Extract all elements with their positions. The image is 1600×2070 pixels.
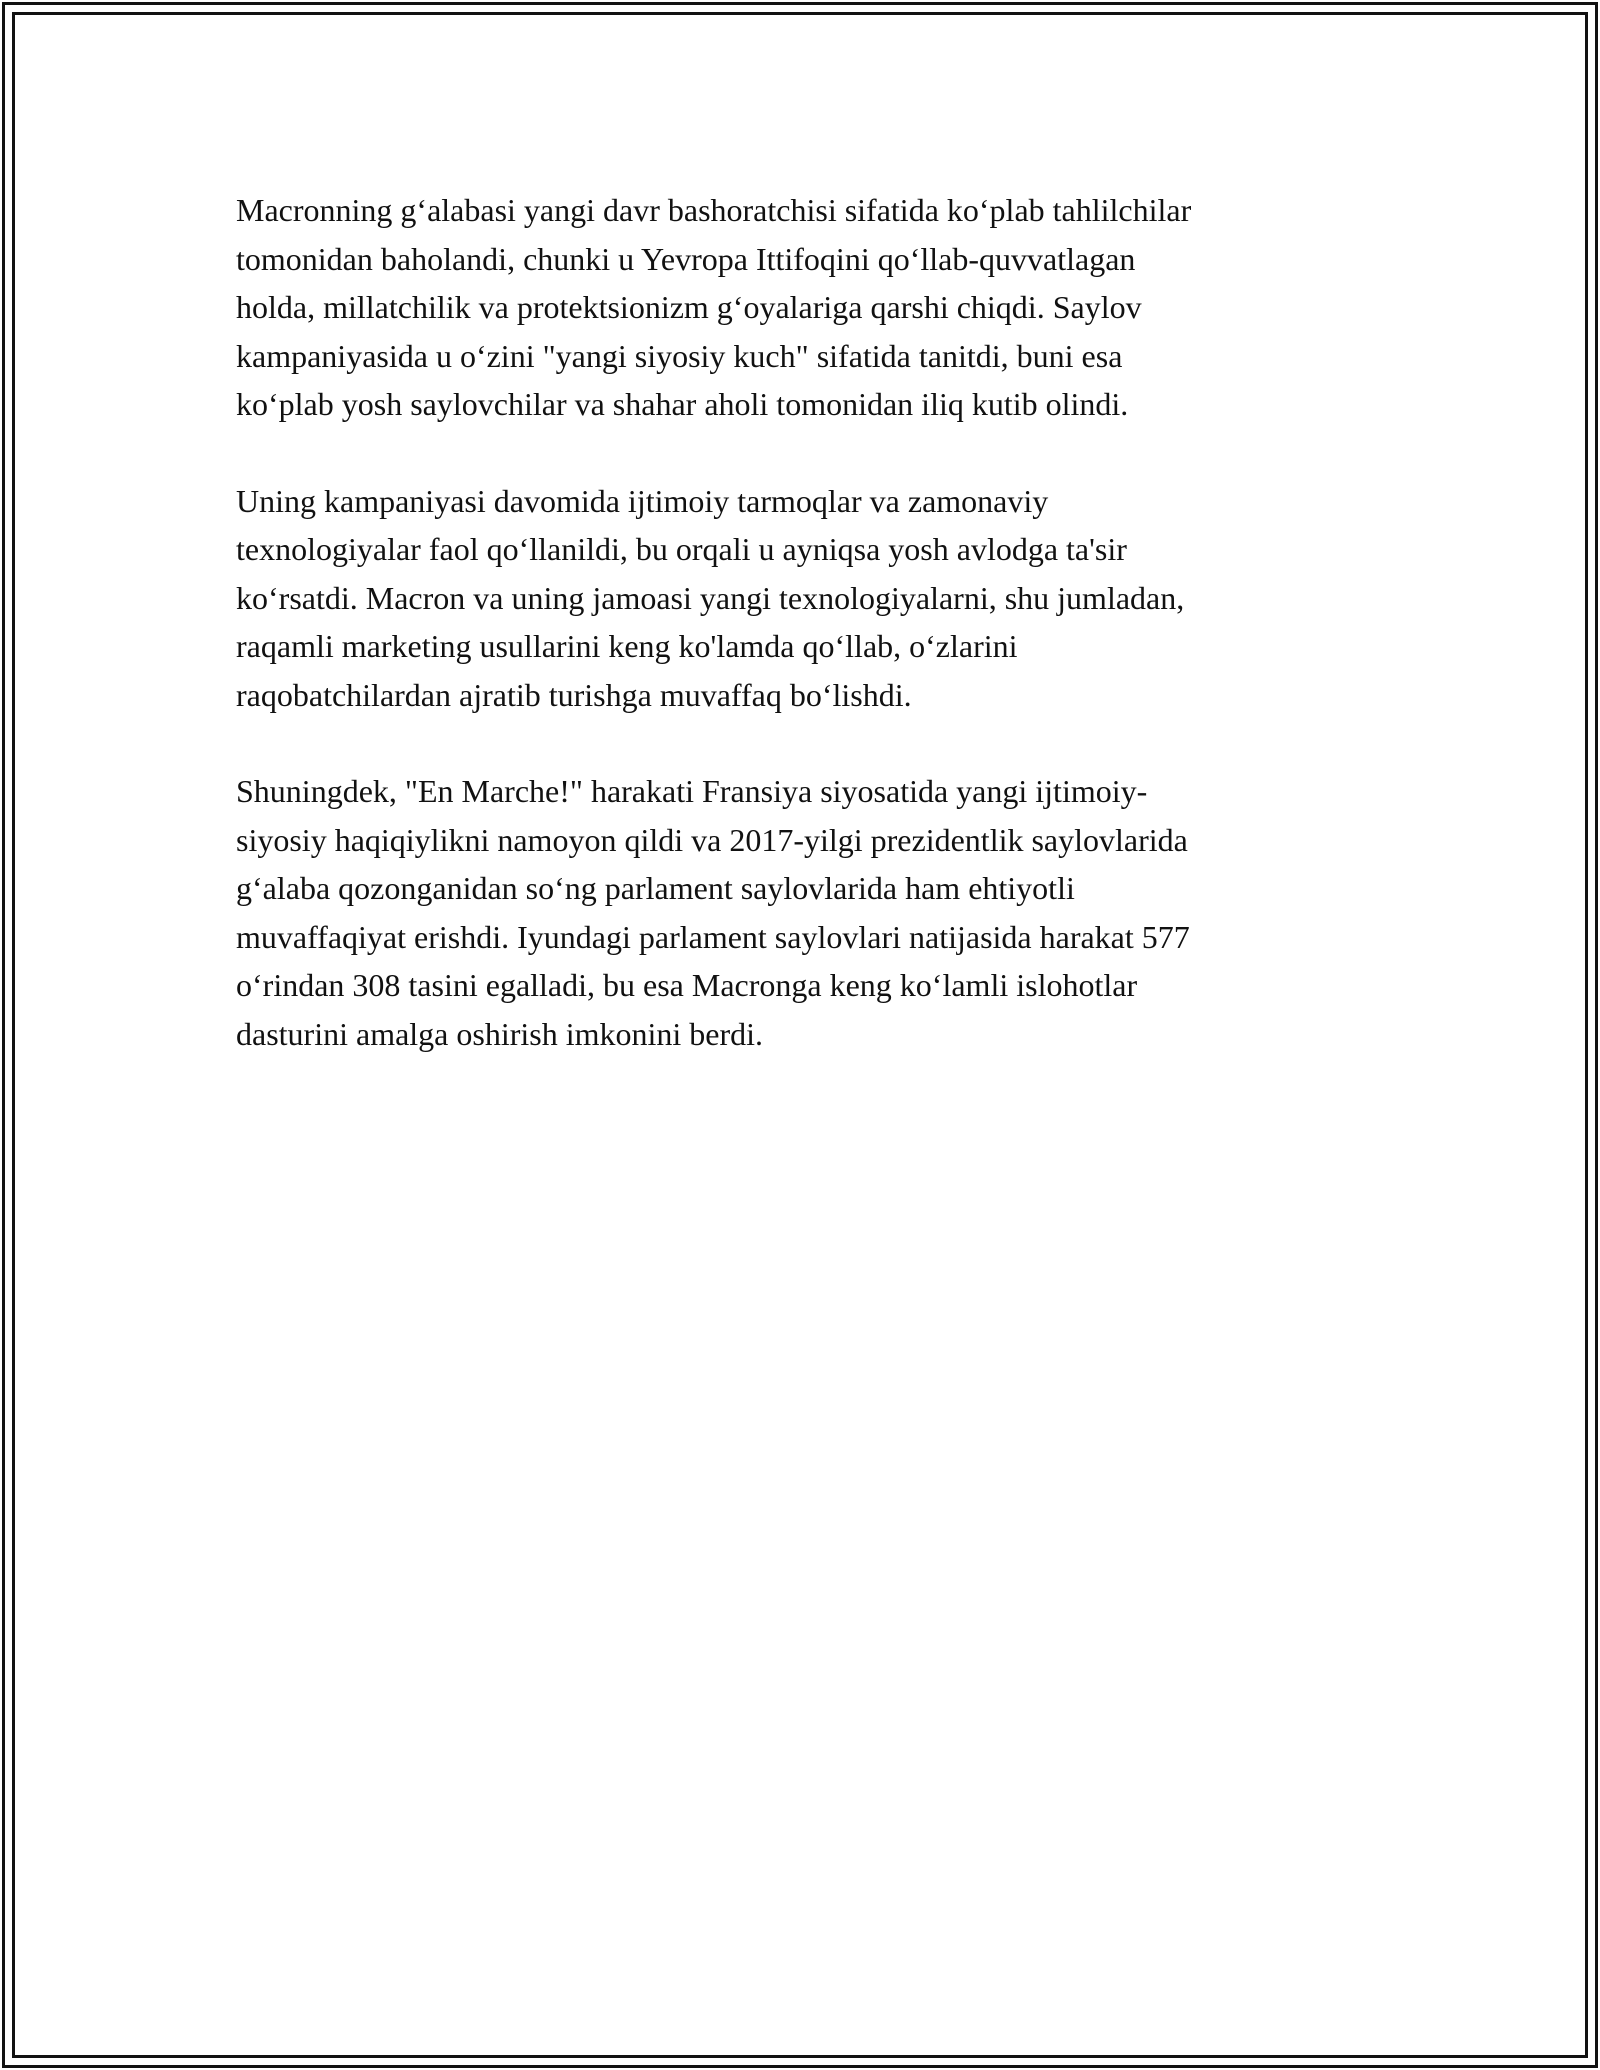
document-body [236,186,1346,1106]
paragraph-3: Shuningdek, "En Marche!" harakati Fransiya siyosatida yangi ijtimoiy- siyosiy haqiqiylikni namoyon qildi va 2017-yilgi prezidentlik saylovlarida g‘alaba qozonganidan so‘ng parlament saylovlarida ham ehtiyotli muvaffaqiyat erishdi. Iyundagi parlament saylovlari natijasida harakat 577 o‘rindan 308 tasini egalladi, bu esa Macronga keng ko‘lamli islohotlar dasturini amalga oshirish imkonini berdi. [236,773,1190,1052]
paragraph-2: Uning kampaniyasi davomida ijtimoiy tarmoqlar va zamonaviy texnologiyalar faol qo‘llanildi, bu orqali u ayniqsa yosh avlodga ta'sir ko‘rsatdi. Macron va uning jamoasi yangi texnologiyalarni, shu jumladan, raqamli marketing usullarini keng ko'lamda qo‘llab, o‘zlarini raqobatchilardan ajratib turishga muvaffaq bo‘lishdi. [236,482,1185,713]
paragraph-1: Macronning g‘alabasi yangi davr bashoratchisi sifatida ko‘plab tahlilchilar tomonidan baholandi, chunki u Yevropa Ittifoqini qo‘llab-quvvatlagan holda, millatchilik va protektsionizm g‘oyalariga qarshi chiqdi. Saylov kampaniyasida u o‘zini "yangi siyosiy kuch" sifatida tanitdi, buni esa ko‘plab yosh saylovchilar va shahar aholi tomonidan iliq kutib olindi. [236,192,1192,422]
